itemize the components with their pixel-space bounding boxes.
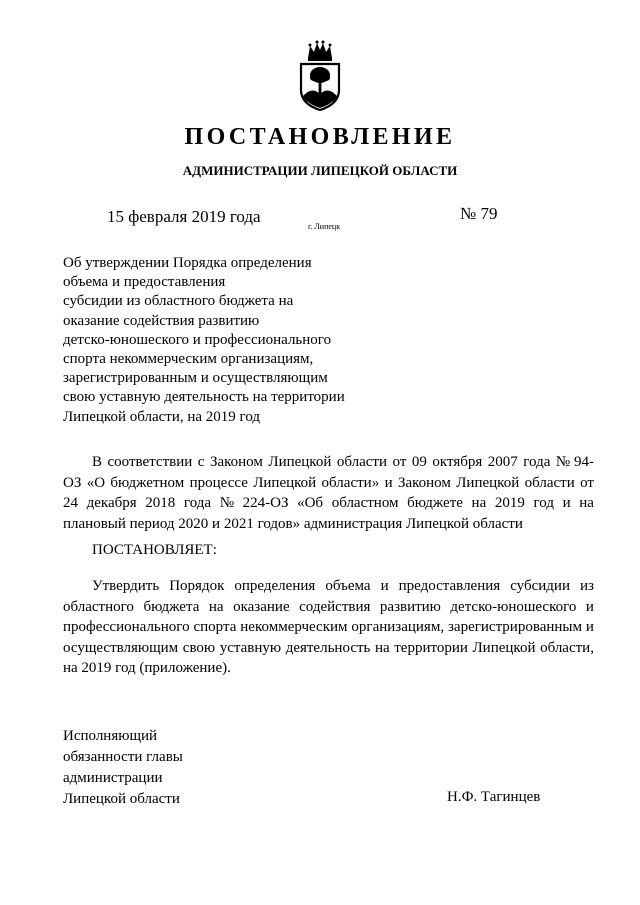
word: на <box>208 598 224 615</box>
word: 2019 <box>494 495 525 511</box>
word: Липецкой <box>253 474 317 491</box>
word: 09 <box>411 454 427 470</box>
word: субсидии <box>510 578 570 594</box>
word: соответствии <box>107 454 193 470</box>
subject-line: спорта некоммерческим организациям, <box>63 351 314 368</box>
subject-line: субсидии из областного бюджета на <box>63 293 294 310</box>
word: от <box>580 474 594 491</box>
document-number: № 79 <box>460 204 498 223</box>
word: детско-юношеского <box>450 598 577 615</box>
subject-line: свою уставную деятельность на территории <box>63 389 345 406</box>
signatory-position-line: обязанности главы <box>63 749 183 765</box>
document-title: ПОСТАНОВЛЕНИЕ <box>184 124 456 150</box>
word: и <box>585 598 594 615</box>
word: № <box>219 495 234 511</box>
word: территории <box>394 639 468 656</box>
word: уставную <box>219 639 282 656</box>
word: 2007 <box>487 454 518 470</box>
document-date: 15 февраля 2019 года <box>107 207 261 226</box>
document-city: г. Липецк <box>308 222 341 231</box>
word: Липецкой <box>472 639 536 656</box>
word: 24 <box>63 495 78 511</box>
signatory-position <box>63 726 183 810</box>
word: года <box>523 454 551 470</box>
word: и <box>380 578 389 594</box>
word: на <box>579 495 594 511</box>
word: Липецкой <box>268 454 332 470</box>
word: спорта <box>193 619 237 635</box>
word: плановый период 2020 и 2021 годов» администрация Липецкой области <box>63 515 523 532</box>
word: развитию <box>379 598 441 615</box>
preamble-paragraph <box>63 452 594 534</box>
word: № 94- <box>555 454 594 470</box>
text-line <box>63 638 594 659</box>
word: организациям, <box>351 619 445 635</box>
word: бюджета <box>143 598 200 615</box>
word: бюджете <box>407 495 463 511</box>
word: «О <box>86 474 106 491</box>
word: на <box>471 495 487 511</box>
subject-line: Об утверждении Порядка определения <box>63 255 312 271</box>
word: год <box>533 495 554 511</box>
word: оказание <box>233 598 290 615</box>
word: Липецкой <box>456 474 520 491</box>
text-line <box>63 576 594 597</box>
text-line <box>63 597 594 618</box>
word: октября <box>432 454 483 470</box>
issuing-authority: АДМИНИСТРАЦИИ ЛИПЕЦКОЙ ОБЛАСТИ <box>182 163 458 178</box>
word: области» <box>321 474 380 491</box>
word: деятельность <box>285 639 371 656</box>
word: области <box>524 474 575 491</box>
text-line <box>63 658 594 679</box>
word: «Об <box>297 495 324 511</box>
subject-line: детско-юношеского и профессионального <box>63 331 332 348</box>
word: из <box>580 578 594 594</box>
word: определения <box>234 578 316 594</box>
text-line <box>63 493 594 514</box>
word: зарегистрированным <box>447 619 582 635</box>
word: 2018 <box>145 495 176 511</box>
word: и <box>562 495 571 511</box>
signatory-position-line: Исполняющий <box>63 728 158 744</box>
word: процессе <box>189 474 248 491</box>
word: некоммерческим <box>240 619 348 635</box>
word: года <box>183 495 212 511</box>
text-line <box>63 617 594 638</box>
subject-line: зарегистрированным и осуществляющим <box>63 370 328 387</box>
word: В <box>92 454 103 470</box>
word: на 2019 год (приложение). <box>63 660 231 676</box>
decree-word: ПОСТАНОВЛЯЕТ: <box>92 542 217 558</box>
lipetsk-coat-of-arms-icon <box>296 40 344 112</box>
word: объема <box>325 578 371 594</box>
signatory-position-line: Липецкой области <box>63 791 180 807</box>
document-subject <box>63 254 345 427</box>
resolution-paragraph <box>63 576 594 679</box>
word: содействия <box>299 598 371 615</box>
word: свою <box>182 639 216 656</box>
word: от <box>392 454 407 470</box>
word: Утвердить <box>92 578 160 594</box>
word: профессионального <box>63 619 190 635</box>
word: Законом <box>209 454 263 470</box>
subject-line: оказание содействия развитию <box>63 312 260 329</box>
word: декабря <box>86 495 137 511</box>
word: осуществляющим <box>63 639 179 656</box>
word: Законом <box>397 474 451 491</box>
word: областного <box>63 598 134 615</box>
word: и <box>384 474 393 491</box>
word: областном <box>331 495 399 511</box>
word: бюджетном <box>110 474 185 491</box>
text-line <box>63 452 594 473</box>
word: Порядок <box>169 578 225 594</box>
word: области, <box>540 639 594 656</box>
word: с <box>197 454 205 470</box>
signatory-position-line: администрации <box>63 770 163 786</box>
signatory-name: Н.Ф. Тагинцев <box>447 789 541 805</box>
word: области <box>336 454 388 470</box>
word: ОЗ <box>63 474 82 491</box>
word: предоставления <box>398 578 501 594</box>
word: 224-ОЗ <box>242 495 289 511</box>
word: и <box>585 619 594 635</box>
text-line <box>63 514 594 535</box>
word: на <box>374 639 390 656</box>
subject-line: объема и предоставления <box>63 274 226 291</box>
text-line <box>63 473 594 494</box>
subject-line: Липецкой области, на 2019 год <box>63 408 261 425</box>
